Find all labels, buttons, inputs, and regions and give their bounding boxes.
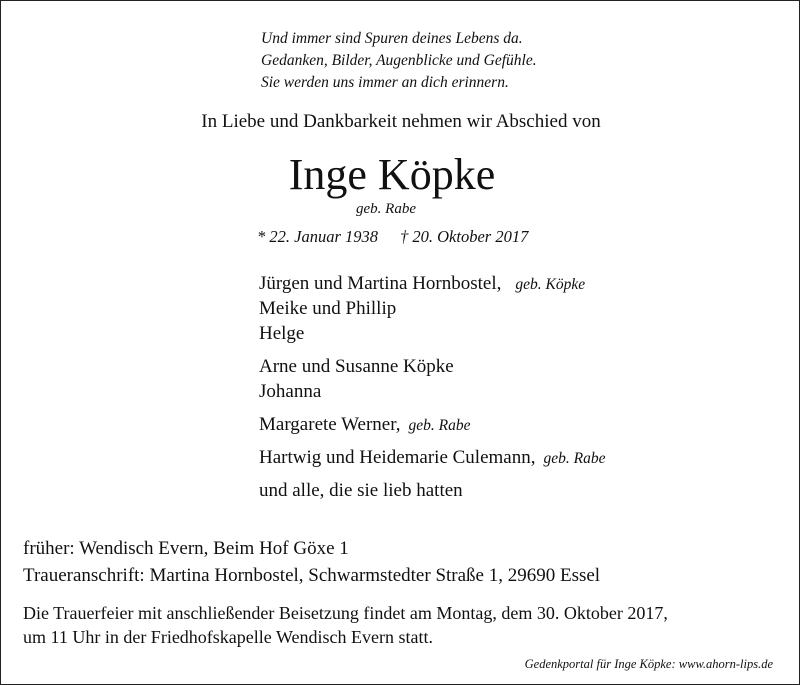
deceased-name: Inge Köpke	[288, 150, 496, 199]
list-item	[259, 296, 605, 321]
former-address: früher: Wendisch Evern, Beim Hof Göxe 1	[23, 538, 349, 559]
mourner-name: Hartwig und Heidemarie Culemann,	[259, 447, 536, 468]
service-info	[23, 601, 668, 649]
address-block	[23, 535, 600, 589]
mourner-name: Margarete Werner,	[259, 414, 401, 435]
mourner-name: Meike und Phillip	[259, 298, 397, 319]
poem-line: Sie werden uns immer an dich erinnern.	[261, 74, 509, 91]
list-item	[259, 379, 605, 404]
mourner-name: Jürgen und Martina Hornbostel,	[259, 273, 502, 294]
service-line: um 11 Uhr in der Friedhofskapelle Wendisch Evern statt.	[23, 627, 433, 647]
mourner-name: und alle, die sie lieb hatten	[259, 480, 463, 501]
death-date: † 20. Oktober 2017	[400, 227, 529, 246]
life-dates	[257, 227, 528, 247]
birth-name: geb. Rabe	[356, 201, 416, 217]
mourner-note: geb. Rabe	[408, 417, 471, 434]
mourner-name: Helge	[259, 323, 305, 344]
intro-text: In Liebe und Dankbarkeit nehmen wir Abschied von	[201, 111, 601, 132]
poem	[261, 28, 537, 94]
mourning-address: Traueranschrift: Martina Hornbostel, Schwarmstedter Straße 1, 29690 Essel	[23, 565, 601, 586]
mourner-name: Johanna	[259, 381, 322, 402]
list-item	[259, 412, 605, 437]
list-item	[259, 271, 605, 296]
footer-portal-link: Gedenkportal für Inge Köpke: www.ahorn-lips.de	[524, 657, 773, 671]
mourner-note: geb. Rabe	[543, 450, 606, 467]
mourners-list	[259, 271, 605, 503]
list-item	[259, 354, 605, 379]
service-line: Die Trauerfeier mit anschließender Beisetzung findet am Montag, dem 30. Oktober 2017,	[23, 603, 668, 623]
mourner-note: geb. Köpke	[515, 276, 586, 293]
list-item	[259, 321, 605, 346]
list-item	[259, 478, 605, 503]
mourner-name: Arne und Susanne Köpke	[259, 356, 454, 377]
poem-line: Gedanken, Bilder, Augenblicke und Gefühle.	[261, 52, 537, 69]
birth-date: * 22. Januar 1938	[257, 227, 378, 246]
list-item	[259, 445, 605, 470]
poem-line: Und immer sind Spuren deines Lebens da.	[261, 30, 523, 47]
